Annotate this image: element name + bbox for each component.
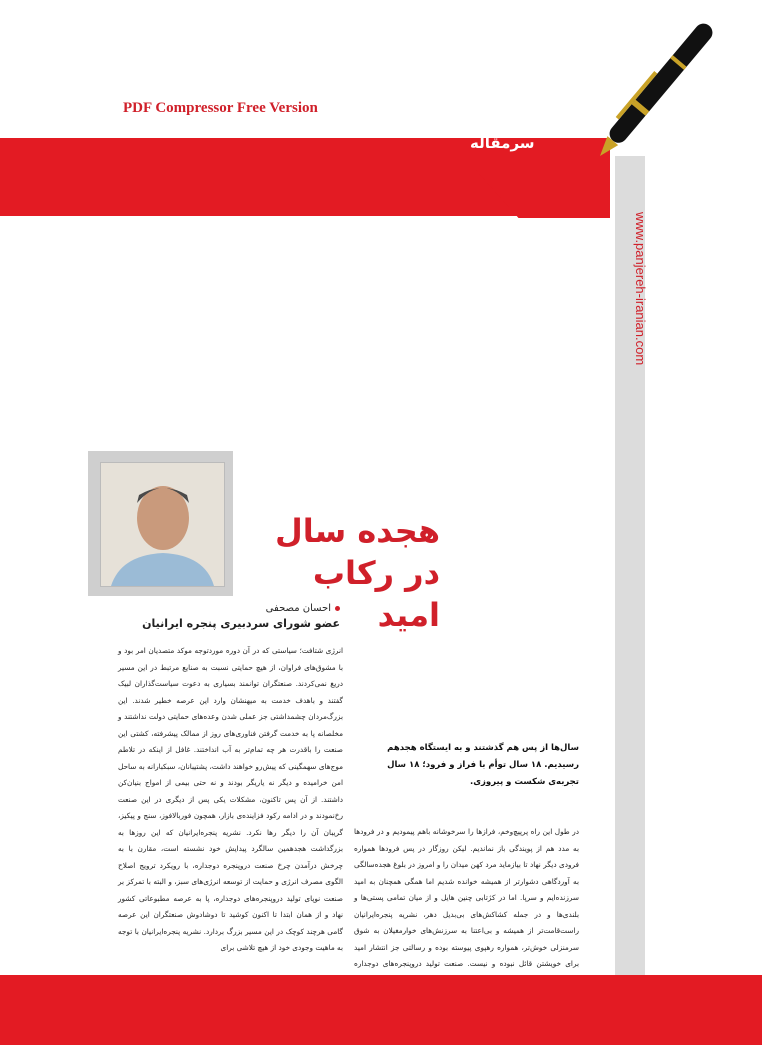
site-url: www.panjereh-iranian.com: [633, 212, 648, 366]
fountain-pen-icon: [565, 0, 762, 165]
article-lead: سال‌ها از پس هم گذشتند و به ایستگاه هجدهم رسیدیم. ۱۸ سال توأم با فراز و فرود؛ ۱۸ سال تجربه‌ی شکست و پیروزی.: [387, 743, 579, 787]
title-line-1: هجده سال: [274, 512, 440, 550]
article-column-right: در طول این راه پرپیچ‌وخم، فرازها را سرخوشانه باهم پیمودیم و در فرودها به مدد هم از پویندگی باز نماندیم. لیکن روزگار در پس فرودها همواره فرودی دیگر نهاد تا بیازماید مرد کهن میدان را و امروز در بلوغ هجده‌سالگی به آوردگاهی دشوارتر از همیشه خوانده شدیم اما همگی همچنان به امید سرزنده‌ایم و سرپا. اما در کژتابی چنین هایل و از میان تمامی پستی‌ها و بلندی‌ها و در جمله کشاکش‌های بی‌بدیل دهر، نشریه پنجره‌ایرانیان راست‌قامت‌تر از همیشه و بی‌اعتنا به سرزنش‌های خوارمغیلان به شوق سرمنزلی خوش‌تر، همواره رهپوی پیوسته بوده و رسالتی جز انتشار امید برای خویشتن قائل نبوده و نیست. صنعت تولید درو‌پنجره‌های دوجداره: [354, 827, 579, 968]
section-label: سرمقاله: [470, 134, 535, 152]
watermark-text: PDF Compressor Free Version: [123, 100, 318, 116]
footer-red-band: [0, 975, 762, 1045]
author-photo: [100, 462, 225, 587]
author-name: احسان مصحفی: [90, 603, 340, 614]
author-role: عضو شورای سردبیری پنجره ایرانیان: [142, 617, 340, 630]
article-column-left: انرژی شتافت؛ سیاستی که در آن دوره موردتوجه موکد متصدیان امر بود و با مشوق‌های فراوان، از هیچ حمایتی نسبت به صنایع مرتبط در این مسیر دریغ نمی‌کردند. صنعتگران توانمند بسیاری به دعوت سیاست‌گذاران لبیک گفتند و باهدف خدمت به میهنشان وارد این عرصه خطیر شدند. این بزرگ‌مردان چشمداشتی جز عملی شدن وعده‌های حمایتی دولت نداشتند و مخلصانه پا به خدمت گرفتن فناوری‌های روز از ممالک پیشرفته، کشتی این صنعت را باقدرت هر چه تمام‌تر به آب انداختند. غافل از اینکه در تلاطم موج‌های سهمگینی که پیش‌رو خواهند داشت، پشتیبانان، سبکبارانه به ساحل امن خرامیده و دیگر نه یاریگر بودند و نه حتی بیمی از امواج بنیان‌کن داشتند. از آن پس تاکنون، مشکلات یکی پس از دیگری در این صنعت رخ‌نمودند و در ادامه رکود فزاینده‌ی بازار، همچون فوربالافوز، سنج و پیکیز، گریبان آن را دیگر رها نکرد. نشریه پنجره‌ایرانیان که این روزها به بزرگداشت هجدهمین سالگرد پیدایش خود نشسته است، مقارن با به چرخش درآمدن چرخ صنعت درو‌پنجره دوجداره، با رویکرد ترویج اصلاح الگوی مصرف انرژی و حمایت از توسعه انرژی‌های سبز، و البته با تمرکز بر صنعت نوپای تولید درو‌پنجره‌های دوجداره، پا به عرصه مطبوعاتی کشور نهاد و از همان ابتدا تا اکنون کوشید تا دوشادوش صنعتگران این عرصه گامی هرچند کوچک در این مسیر بزرگ بردارد. نشریه پنجره‌ایرانیان با توجه به ماهیت وجودی خود از هیچ تلاشی برای: [118, 646, 343, 952]
title-line-2: در رکاب امید: [312, 554, 440, 634]
bullet-icon: [335, 606, 340, 611]
